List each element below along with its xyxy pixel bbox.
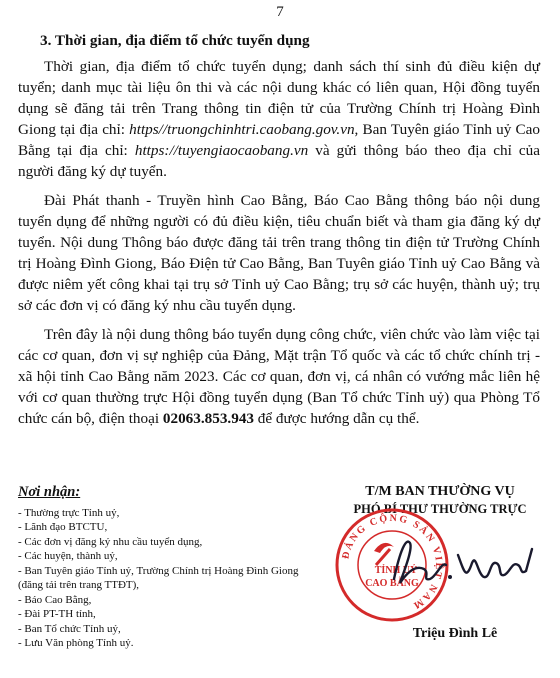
paragraph-text: và gửi thông báo theo địa chỉ của người đăng ký dự tuyển. (18, 142, 540, 180)
signer-name: Triệu Đình Lê (412, 626, 498, 641)
recipients-list (18, 506, 318, 651)
recipient-item: - Ban Tổ chức Tỉnh uỷ, (18, 622, 121, 635)
paragraph-text: để được hướng dẫn cụ thể. (254, 410, 420, 427)
recipient-item: - Lãnh đạo BTCTU, (18, 521, 108, 533)
link-tuyengiao[interactable]: https://tuyengiaocaobang.vn (134, 142, 309, 159)
signature-title: T/M BAN THƯỜNG VỤ (365, 484, 515, 499)
section-heading: 3. Thời gian, địa điểm tổ chức tuyển dụng (40, 32, 310, 49)
paragraph-time-location (18, 56, 540, 182)
recipient-item: - Đài PT-TH tỉnh, (18, 608, 96, 620)
recipient-item: - Lưu Văn phòng Tỉnh uỷ. (18, 637, 134, 649)
signature-block (330, 483, 550, 641)
seal-inner-line1: TỈNH UỶ (374, 565, 418, 576)
paragraph-text: , Ban Tuyên giáo Tỉnh uỷ Cao Bằng tại địa chỉ: (18, 121, 540, 159)
recipient-item: - Thường trực Tỉnh uỷ, (18, 506, 120, 519)
recipient-item: - Các đơn vị đăng ký nhu cầu tuyển dụng, (18, 535, 203, 548)
recipient-item: - Ban Tuyên giáo Tỉnh uỷ, Trường Chính trị Hoàng Đình Giong (đăng tải trên trang TTĐT), (18, 564, 299, 591)
document-body (18, 30, 540, 429)
paragraph-text: Trên đây là nội dung thông báo tuyển dụng công chức, viên chức vào làm việc tại các cơ quan, đơn vị sự nghiệp của Đảng, Mặt trận Tổ quốc và các tổ chức chính trị - xã hội tỉnh Cao Bằng năm 2023. Các cơ quan, đơn vị, cá nhân có vướng mắc liên hệ với cơ quan thường trực Hội đồng tuyển dụng (Ban Tổ chức Tỉnh uỷ) qua Phòng Tổ chức cán bộ, điện thoại (18, 326, 540, 427)
recipient-item: - Các huyện, thành uỷ, (18, 550, 118, 562)
seal-inner-line2: CAO BẰNG (365, 578, 419, 589)
signature-position: PHÓ BÍ THƯ THƯỜNG TRỰC (353, 502, 527, 516)
seal-outer-text: ĐẢNG CỘNG SẢN VIỆT NAM (340, 512, 445, 612)
recipients-title: Nơi nhận: (18, 484, 81, 500)
page-number: 7 (276, 4, 284, 20)
recipient-item: - Báo Cao Bằng, (18, 593, 92, 606)
paragraph-closing (18, 324, 540, 429)
paragraph-text: Thời gian, địa điểm tổ chức tuyển dụng; danh sách thí sinh đủ điều kiện dự tuyển; danh mục tài liệu ôn thi và các nội dung khác có liên quan, Hội đồng tuyển dụng sẽ đăng tải trên Trang thông tin điện tử của Trường Chính trị Hoàng Đình Giong tại địa chỉ: (18, 58, 540, 138)
recipients-block (18, 485, 318, 651)
paragraph-media: Đài Phát thanh - Truyền hình Cao Bằng, Báo Cao Bằng thông báo nội dung tuyển dụng để những người có đủ điều kiện, tiêu chuẩn biết và tham gia đăng ký dự tuyển. Nội dung Thông báo được đăng tải trên trang thông tin điện tử Trường Chính trị Hoàng Đình Giong, Báo Điện tử Cao Bằng, Ban Tuyên giáo Tỉnh uỷ Cao Bằng và được niêm yết công khai tại trụ sở Tỉnh uỷ Cao Bằng; trụ sở các huyện, thành uỷ; trụ sở các đơn vị có đăng ký nhu cầu tuyển dụng. (18, 192, 540, 314)
handwritten-signature (386, 531, 536, 591)
link-truongchinhtri[interactable]: https//truongchinhtri.caobang.gov.vn (129, 121, 355, 138)
phone-number: 02063.853.943 (162, 410, 254, 427)
